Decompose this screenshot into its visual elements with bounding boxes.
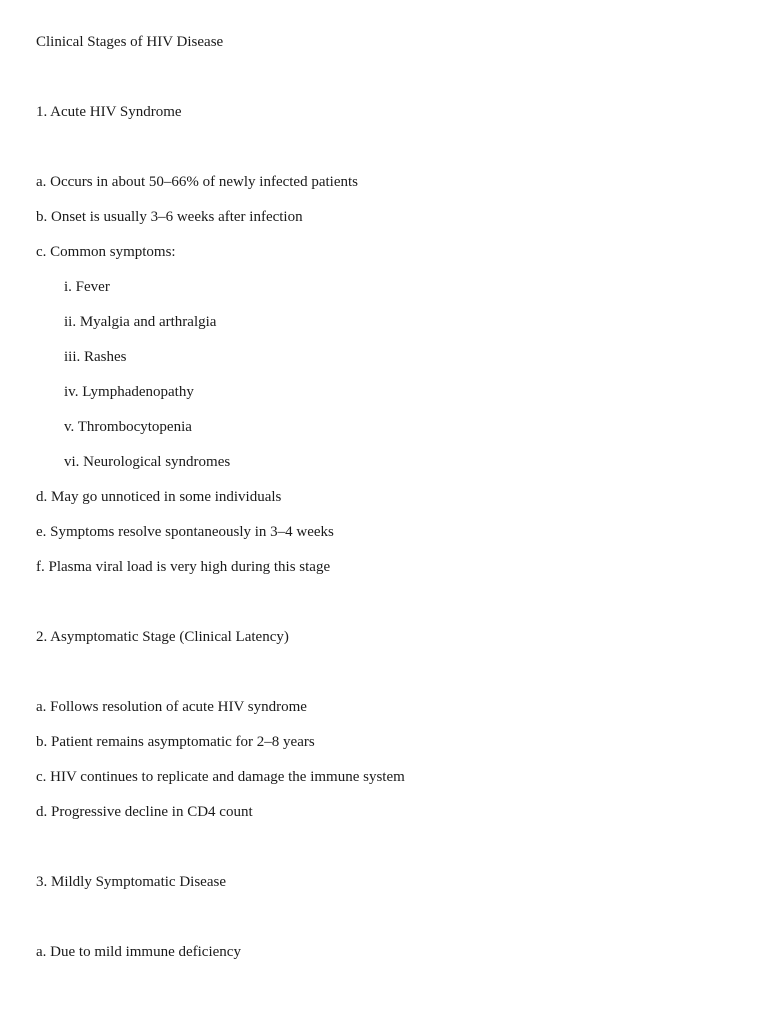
document-title: Clinical Stages of HIV Disease: [36, 34, 224, 50]
list-item: d. Progressive decline in CD4 count: [36, 804, 253, 820]
symptom-item: iii. Rashes: [64, 349, 127, 365]
list-item: c. Common symptoms:: [36, 244, 176, 260]
section-heading-mildly-symptomatic: 3. Mildly Symptomatic Disease: [36, 874, 226, 890]
symptom-item: iv. Lymphadenopathy: [64, 384, 194, 400]
list-item: a. Follows resolution of acute HIV syndrome: [36, 699, 307, 715]
symptom-item: ii. Myalgia and arthralgia: [64, 314, 217, 330]
symptom-item: v. Thrombocytopenia: [64, 419, 192, 435]
list-item: b. Onset is usually 3–6 weeks after infection: [36, 209, 303, 225]
list-item: b. Patient remains asymptomatic for 2–8 years: [36, 734, 315, 750]
list-item: c. HIV continues to replicate and damage the immune system: [36, 769, 405, 785]
list-item: d. May go unnoticed in some individuals: [36, 489, 282, 505]
section-heading-asymptomatic: 2. Asymptomatic Stage (Clinical Latency): [36, 629, 289, 645]
symptom-item: i. Fever: [64, 279, 110, 295]
list-item: a. Due to mild immune deficiency: [36, 944, 241, 960]
list-item: e. Symptoms resolve spontaneously in 3–4 weeks: [36, 524, 334, 540]
list-item: f. Plasma viral load is very high during this stage: [36, 559, 331, 575]
symptom-item: vi. Neurological syndromes: [64, 454, 231, 470]
section-heading-acute: 1. Acute HIV Syndrome: [36, 104, 182, 120]
list-item: a. Occurs in about 50–66% of newly infected patients: [36, 174, 358, 190]
